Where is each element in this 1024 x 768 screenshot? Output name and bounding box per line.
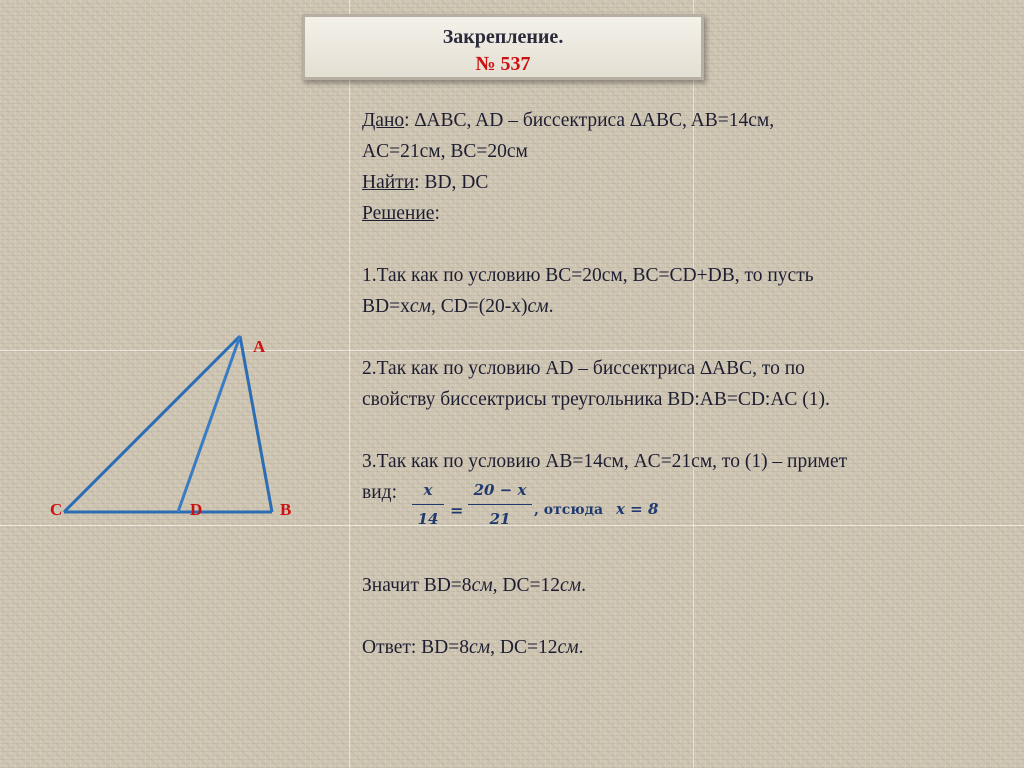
conclusion-line bbox=[362, 570, 1012, 601]
equation-tail-text: , отсюда bbox=[534, 502, 604, 518]
answer-line bbox=[362, 632, 1012, 663]
fraction-left-bar bbox=[412, 504, 444, 505]
given-label: Дано bbox=[362, 110, 405, 131]
solution-text bbox=[362, 105, 1012, 663]
answer-unit-1: см bbox=[469, 637, 491, 658]
conclusion-text-a: Значит BD=8 bbox=[362, 575, 472, 596]
fraction-left-denominator: 14 bbox=[417, 510, 439, 528]
vertex-label-b: B bbox=[280, 500, 292, 519]
step1-text-c: , CD=(20-x) bbox=[430, 296, 528, 317]
side-ab bbox=[240, 336, 272, 512]
find-line bbox=[362, 167, 1012, 198]
find-label: Найти bbox=[362, 172, 415, 193]
fraction-left bbox=[412, 479, 444, 530]
step3-line-2: вид: bbox=[362, 482, 397, 503]
spacer bbox=[362, 601, 1012, 632]
spacer bbox=[362, 415, 1012, 446]
step1-unit-2: см bbox=[527, 296, 549, 317]
vertex-label-d: D bbox=[190, 500, 203, 519]
answer-text-a: Ответ: BD=8 bbox=[362, 637, 470, 658]
spacer bbox=[362, 539, 1012, 570]
step1-line-2 bbox=[362, 291, 1012, 322]
conclusion-text-e: . bbox=[581, 575, 586, 596]
step2-line-2: свойству биссектрисы треугольника BD:AB=CD:AC (1). bbox=[362, 389, 830, 410]
step1-text-e: . bbox=[548, 296, 554, 317]
answer-text-c: , DC=12 bbox=[490, 637, 558, 658]
fraction-right-numerator: 20 − x bbox=[473, 481, 527, 499]
equals-sign: = bbox=[450, 501, 464, 520]
vertex-label-c: C bbox=[50, 500, 63, 519]
fraction-right-bar bbox=[468, 504, 532, 505]
step2-line-1: 2.Так как по условию AD – биссектриса ∆ABC, то по bbox=[362, 358, 805, 379]
spacer bbox=[362, 229, 1012, 260]
given-line-1 bbox=[362, 105, 1012, 136]
given-text: : ∆ABC, AD – биссектриса ∆ABC, AB=14см, bbox=[404, 110, 775, 131]
conclusion-unit-1: см bbox=[471, 575, 493, 596]
solution-label: Решение bbox=[362, 203, 435, 224]
answer-unit-2: см bbox=[557, 637, 579, 658]
fraction-left-numerator: x bbox=[423, 481, 433, 499]
step1-unit-1: см bbox=[409, 296, 431, 317]
slide-title: Закрепление. bbox=[442, 26, 564, 48]
vertex-label-a: A bbox=[253, 337, 266, 356]
find-text: : BD, DC bbox=[414, 172, 489, 193]
problem-number: № 537 bbox=[475, 53, 531, 75]
solution-colon: : bbox=[434, 203, 440, 224]
answer-text-e: . bbox=[578, 637, 584, 658]
spacer bbox=[362, 322, 1012, 353]
side-ac bbox=[64, 336, 240, 512]
bisector-ad bbox=[178, 336, 240, 512]
conclusion-text-c: , DC=12 bbox=[492, 575, 561, 596]
equation-row bbox=[362, 477, 1012, 539]
fraction-right bbox=[468, 479, 532, 530]
conclusion-unit-2: см bbox=[560, 575, 582, 596]
step3-line-1: 3.Так как по условию AB=14см, AC=21см, то (1) – примет bbox=[362, 451, 848, 472]
solution-line bbox=[362, 198, 1012, 229]
fraction-right-denominator: 21 bbox=[489, 510, 511, 528]
given-line-2: AC=21см, BC=20см bbox=[362, 141, 528, 162]
equation-result: x = 8 bbox=[616, 500, 659, 518]
step1-text-a: BD=x bbox=[362, 296, 410, 317]
step1-line-1: 1.Так как по условию BC=20см, BC=CD+DB, то пусть bbox=[362, 265, 814, 286]
